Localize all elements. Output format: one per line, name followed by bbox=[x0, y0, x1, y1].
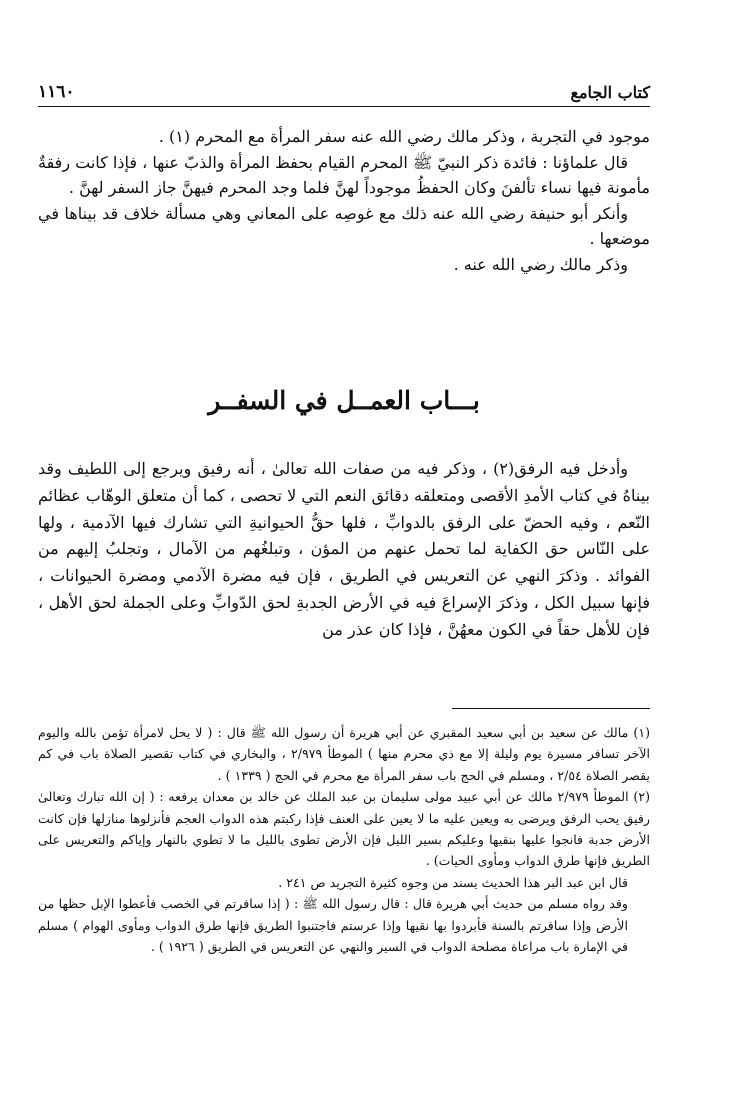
intro-text bbox=[38, 124, 650, 278]
footnotes bbox=[38, 722, 650, 957]
page-number: ١١٦٠ bbox=[38, 82, 75, 102]
section-body bbox=[38, 456, 650, 644]
footnote-1: (١) مالك عن سعيد بن أبي سعيد المقبري عن أبي هريرة أن رسول الله ﷺ قال : ( لا يحل لامرأة تؤمن بالله واليوم الآخر تسافر مسيرة يوم وليلة إلا مع ذي محرم منها ) الموطأ ٢/٩٧٩ ، والبخاري في كتاب تقصير الصلاة باب في كم يقصر الصلاة ٢/٥٤ ، ومسلم في الحج باب سفر المرأة مع محرم في الحج ( ١٣٣٩ ) . bbox=[38, 725, 651, 783]
paragraph: وأنكر أبو حنيفة رضي الله عنه ذلك مع غوصِه على المعاني وهي مسألة خلاف قد بيناها في موضعها . bbox=[38, 203, 650, 249]
paragraph: قال علماؤنا : فائدة ذكر النبيّ ﷺ المحرم القيام بحفظ المرأة والذبّ عنها ، فإذا كانت رفقةٌ مأمونة فيها نساء تألفنَ وكان الحفظُ موجوداً لهنَّ فلما وجد المحرم فيهنَّ جاز السفر لهنَّ . bbox=[38, 152, 650, 198]
footnote-2-continuation: وقد رواه مسلم من حديث أبي هريرة قال : قال رسول الله ﷺ : ( إذا سافرتم في الخصب فأعطوا الإبل حظها من الأرض وإذا سافرتم بالسنة فأبردوا بها نقيها وإذا عرستم فاجتنبوا الطريق فإنها طرق الدواب ومأوى الهوام ) مسلم في الإمارة باب مراعاة مصلحة الدواب في السير والنهي عن التعريس في الطريق ( ١٩٢٦ ) . bbox=[38, 896, 628, 955]
footnote-2-continuation: قال ابن عبد البر هذا الحديث يسند من وجوه كثيرة التجريد ص ٢٤١ . bbox=[278, 874, 628, 890]
paragraph: وأدخل فيه الرفق(٢) ، وذكر فيه من صفات الله تعالىٰ ، أنه رفيق ويرجع إلى اللطيف وقد بيناهُ في كتاب الأمدِ الأقصى ومتعلقه دقائق النعم التي لا تحصى ، كما أن متعلق الوهّاب عظائم النّعم ، وفيه الحضّ على الرفق بالدوابِّ ، فلها حقُّ الحيوانيةِ التي تشارك فيها الآدمية ، ولها على النّاس حق الكفاية لما تحمل عنهم من المؤن ، وتبلغُهم من الآمال ، وتجلبُ إليهم من الفوائد . وذكرَ النهي عن التعريس في الطريق ، فإن فيه مضرة الآدمي ومضرة الحيوانات ، فإنها سبيل الكل ، وذكرَ الإسراعَ فيه في الأرض الجدبةِ لحق الدّوابِّ وعلى الجملة لحق الأهل ، فإن للأهل حقاً في الكون معهُنَّ ، فإذا كان عذر من bbox=[38, 459, 650, 639]
running-title: كتاب الجامع bbox=[570, 83, 650, 102]
paragraph: موجود في التجربة ، وذكر مالك رضي الله عنه سفر المرأة مع المحرم (١) . bbox=[158, 127, 650, 146]
paragraph: وذكر مالك رضي الله عنه . bbox=[453, 254, 628, 274]
section-heading: بـــاب العمــل في السفــر bbox=[208, 386, 480, 415]
page-header bbox=[38, 80, 650, 107]
footnote-divider bbox=[452, 708, 650, 709]
footnote-2: (٢) الموطأ ٢/٩٧٩ مالك عن أبي عبيد مولى سليمان بن عبد الملك عن خالد بن معدان يرفعه : ( إن الله تبارك وتعالىٰ رفيق يحب الرفق ويرضى به ويعين عليه ما لا يعين على العنف فإذا ركبتم هذه الدواب العجم فأنزلوها منازلها فإن كانت الأرض جدبة فانجوا عليها بنقيها وعليكم بسير الليل فإن الأرض تطوى بالليل ما لا تطوي بالنهار وإياكم والتعريس على الطريق فإنها طرق الدواب ومأوى الحيات) . bbox=[38, 789, 650, 869]
